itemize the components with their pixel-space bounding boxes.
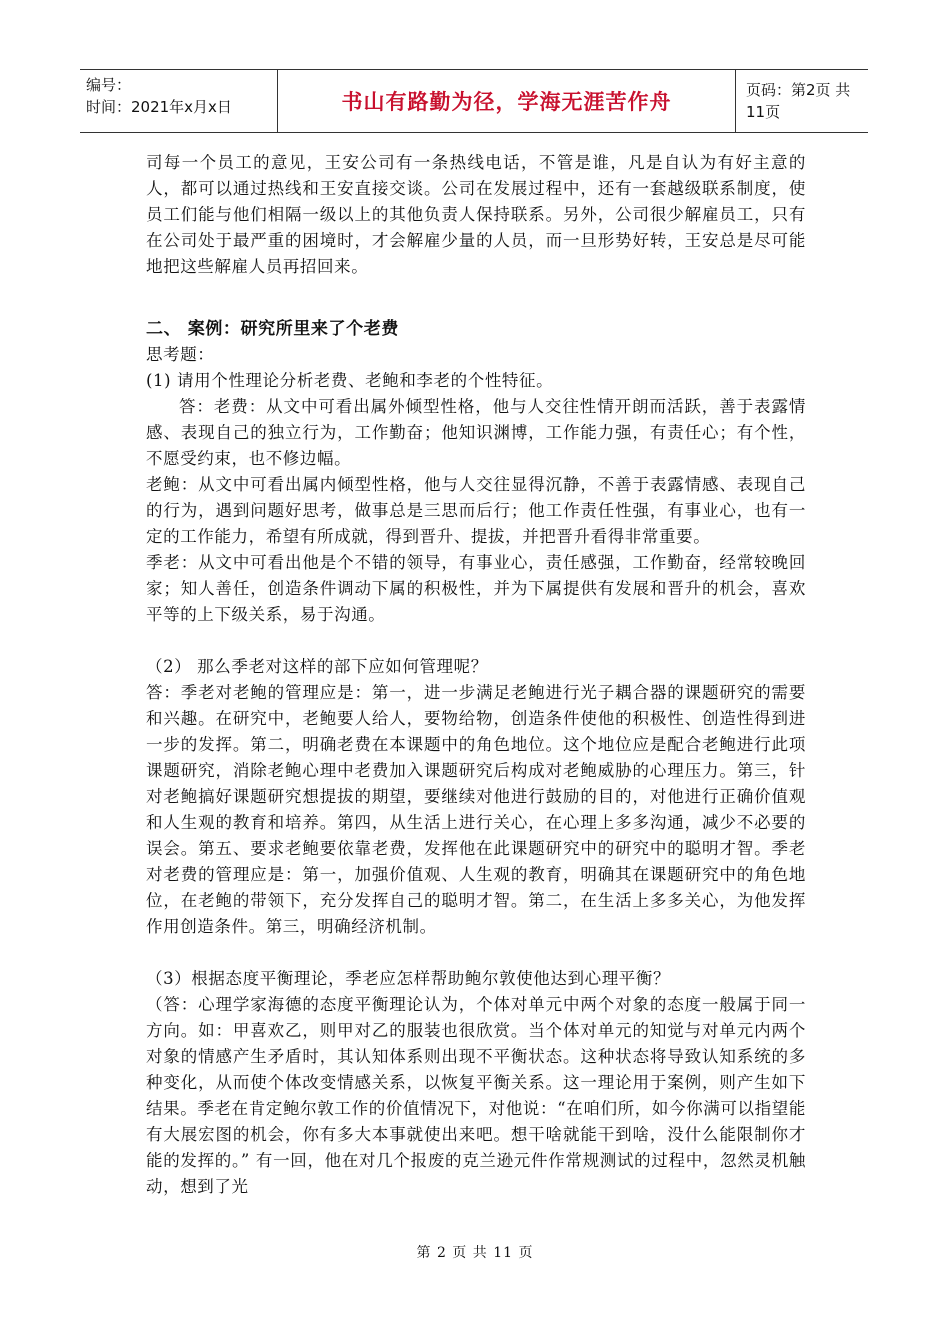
question-3: （3）根据态度平衡理论，季老应怎样帮助鲍尔敦使他达到心理平衡？ xyxy=(146,969,671,988)
header-meta xyxy=(80,70,278,132)
page-info: 页码：第2页 共11页 xyxy=(746,81,851,121)
serial-label: 编号： xyxy=(86,76,132,94)
question-2: （2） 那么季老对这样的部下应如何管理呢？ xyxy=(146,657,488,676)
answer-1-ji: 季老：从文中可看出他是个不错的领导，有事业心，责任感强，工作勤奋，经常较晚回家；知人善任，创造条件调动下属的积极性，并为下属提供有发展和晋升的机会，喜欢平等的上下级关系，易于沟通。 xyxy=(146,553,806,624)
answer-2: 答：季老对老鲍的管理应是：第一，进一步满足老鲍进行光子耦合器的课题研究的需要和兴趣。在研究中，老鲍要人给人，要物给物，创造条件使他的积极性、创造性得到进一步的发挥。第二，明确老费在本课题中的角色地位。这个地位应是配合老鲍进行此项课题研究，消除老鲍心理中老费加入课题研究后构成对老鲍威胁的心理压力。第三，针对老鲍搞好课题研究想提拔的期望，要继续对他进行鼓励的目的，对他进行正确价值观和人生观的教育和培养。第四，从生活上进行关心，在心理上多多沟通，减少不必要的误会。第五、要求老鲍要依靠老费，发挥他在此课题研究中的研究中的聪明才智。季老对老费的管理应是：第一，加强价值观、人生观的教育，明确其在课题研究中的角色地位，在老鲍的带领下，充分发挥自己的聪明才智。第二，在生活上多多关心，为他发挥作用创造条件。第三，明确经济机制。 xyxy=(146,683,806,936)
motto-text: 书山有路勤为径，学海无涯苦作舟 xyxy=(341,90,672,114)
page-header xyxy=(80,69,868,133)
header-motto-cell xyxy=(278,70,736,132)
answer-1-bao: 老鲍：从文中可看出属内倾型性格，他与人交往显得沉静，不善于表露情感、表现自己的行为，遇到问题好思考，做事总是三思而后行；他工作责任性强，有事业心，也有一定的工作能力，希望有所成就，得到晋升、提拔，并把晋升看得非常重要。 xyxy=(146,475,806,546)
page-footer: 第 2 页 共 11 页 xyxy=(416,1245,534,1261)
section-title: 二、 案例：研究所里来了个老费 xyxy=(146,319,399,339)
intro-paragraph: 司每一个员工的意见，王安公司有一条热线电话，不管是谁，凡是自认为有好主意的人，都可以通过热线和王安直接交谈。公司在发展过程中，还有一套越级联系制度，使员工们能与他们相隔一级以上的其他负责人保持联系。另外，公司很少解雇员工，只有在公司处于最严重的困境时，才会解雇少量的人员，而一旦形势好转，王安总是尽可能地把这些解雇人员再招回来。 xyxy=(146,153,806,276)
answer-3: （答：心理学家海德的态度平衡理论认为，个体对单元中两个对象的态度一般属于同一方向。如：甲喜欢乙，则甲对乙的服装也很欣赏。当个体对单元的知觉与对单元内两个对象的情感产生矛盾时，其认知体系则出现不平衡状态。这种状态将导致认知系统的多种变化，从而使个体改变情感关系，以恢复平衡关系。这一理论用于案例，则产生如下结果。季老在肯定鲍尔敦工作的价值情况下，对他说：“在咱们所，如今你满可以指望能有大展宏图的机会，你有多大本事就使出来吧。想干啥就能干到啥，没什么能限制你才能的发挥的。” 有一回，他在对几个报废的克兰逊元件作常规测试的过程中，忽然灵机触动，想到了光 xyxy=(146,995,806,1196)
think-label: 思考题： xyxy=(146,345,215,364)
header-page-cell xyxy=(736,70,868,132)
time-label: 时间：2021年x月x日 xyxy=(86,98,232,116)
document-body xyxy=(146,150,806,1200)
answer-1-fei: 答：老费：从文中可看出属外倾型性格，他与人交往性情开朗而活跃，善于表露情感、表现自己的独立行为，工作勤奋；他知识渊博，工作能力强，有责任心；有个性，不愿受约束，也不修边幅。 xyxy=(146,397,806,468)
question-1: (1) 请用个性理论分析老费、老鲍和李老的个性特征。 xyxy=(146,371,554,390)
